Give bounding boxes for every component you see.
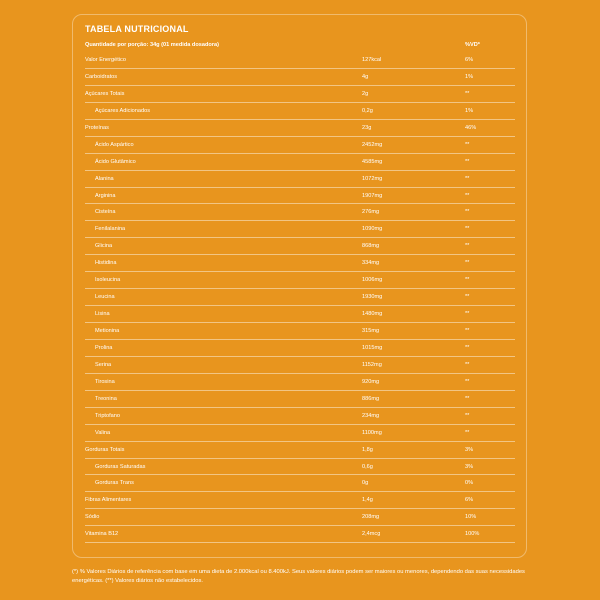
table-row [85, 475, 515, 492]
table-row [85, 306, 515, 323]
table-row [85, 425, 515, 442]
nutrient-vd: 10% [465, 514, 477, 521]
nutrient-vd: 100% [465, 531, 480, 538]
nutrient-name: Gorduras Trans [95, 480, 134, 487]
nutrient-name: Alanina [95, 175, 114, 182]
table-row [85, 52, 515, 69]
nutrient-amount: 0g [362, 480, 369, 487]
nutrient-name: Isoleucina [95, 277, 121, 284]
nutrient-name: Valor Energético [85, 57, 126, 63]
nutrient-name: Fenilalanina [95, 226, 126, 233]
nutrient-name: Açúcares Adicionados [95, 107, 151, 114]
nutrient-amount: 276mg [362, 209, 380, 216]
nutrient-amount: 23g [362, 124, 372, 131]
table-row [85, 154, 515, 171]
nutrient-vd: ** [465, 328, 470, 334]
nutrient-amount: 315mg [362, 328, 380, 334]
nutrient-vd: ** [465, 260, 470, 267]
nutrient-name: Cisteína [95, 209, 116, 216]
vd-header: %VD* [465, 42, 480, 48]
nutrient-amount: 0,2g [362, 107, 373, 114]
nutrient-amount: 1100mg [362, 429, 382, 436]
nutrient-name: Açúcares Totais [85, 90, 125, 97]
nutrient-vd: ** [465, 378, 470, 385]
nutrient-name: Valina [95, 429, 111, 436]
nutrient-name: Gorduras Totais [85, 446, 125, 453]
nutrient-vd: ** [465, 311, 470, 318]
nutrient-amount: 868mg [362, 243, 380, 250]
nutrient-amount: 0,6g [362, 463, 373, 470]
table-row [85, 221, 515, 238]
table-row [85, 204, 515, 221]
nutrient-vd: ** [465, 226, 470, 233]
nutrient-name: Fibras Alimentares [85, 497, 132, 504]
nutrient-name: Ácido Aspártico [95, 141, 134, 148]
nutrient-name: Treonina [95, 395, 117, 402]
table-row [85, 86, 515, 103]
nutrient-amount: 1480mg [362, 311, 383, 318]
nutrient-name: Serina [95, 361, 112, 368]
nutrient-vd: ** [465, 192, 470, 199]
nutrient-name: Proteínas [85, 124, 109, 131]
nutrient-name: Arginina [95, 192, 116, 199]
nutrient-vd: ** [465, 158, 470, 165]
table-row [85, 238, 515, 255]
table-row [85, 391, 515, 408]
nutrient-vd: ** [465, 361, 470, 368]
nutrient-vd: ** [465, 395, 470, 402]
table-row [85, 255, 515, 272]
nutrient-name: Carboidratos [85, 73, 118, 80]
table-row [85, 120, 515, 137]
table-row [85, 171, 515, 188]
nutrient-name: Vitamina B12 [85, 531, 119, 538]
nutrient-amount: 4g [362, 73, 369, 80]
nutrition-rows [85, 52, 515, 543]
nutrient-amount: 127kcal [362, 57, 382, 63]
nutrient-amount: 1930mg [362, 294, 383, 301]
nutrient-vd: 3% [465, 463, 474, 470]
nutrient-amount: 1006mg [362, 277, 383, 284]
table-row [85, 69, 515, 86]
table-row [85, 103, 515, 120]
nutrient-amount: 1152mg [362, 361, 382, 368]
table-title: TABELA NUTRICIONAL [85, 24, 189, 34]
table-row [85, 374, 515, 391]
nutrient-name: Metionina [95, 328, 120, 334]
nutrient-vd: ** [465, 175, 470, 182]
nutrient-vd: ** [465, 141, 470, 148]
nutrient-amount: 1907mg [362, 192, 383, 199]
nutrient-amount: 334mg [362, 260, 380, 267]
table-row [85, 357, 515, 374]
table-row [85, 442, 515, 459]
nutrient-amount: 234mg [362, 412, 380, 419]
nutrient-amount: 2452mg [362, 141, 383, 148]
footnote: (*) % Valores Diários de referência com base em uma dieta de 2.000kcal ou 8.400kJ. Seus valores diários podem ser maiores ou menores, dependendo das suas necessidades energéticas. (**) Valores diários não estabelecidos. [72, 569, 525, 584]
table-row [85, 509, 515, 526]
nutrient-vd: 1% [465, 107, 474, 114]
table-row [85, 289, 515, 306]
table-row [85, 188, 515, 205]
nutrient-amount: 4585mg [362, 158, 383, 165]
nutrient-vd: 6% [465, 497, 474, 504]
table-row [85, 340, 515, 357]
table-row [85, 492, 515, 509]
nutrient-name: Histidina [95, 260, 117, 267]
nutrient-amount: 1,4g [362, 497, 373, 504]
nutrient-amount: 208mg [362, 514, 380, 521]
nutrient-amount: 920mg [362, 378, 380, 385]
nutrient-vd: ** [465, 294, 470, 301]
nutrient-vd: 6% [465, 57, 474, 63]
nutrient-amount: 886mg [362, 395, 380, 402]
nutrient-vd: ** [465, 209, 470, 216]
nutrient-amount: 2,4mcg [362, 531, 381, 538]
nutrient-name: Triptofano [95, 412, 120, 419]
nutrient-name: Glicina [95, 243, 113, 250]
nutrient-amount: 1015mg [362, 344, 383, 351]
table-row [85, 323, 515, 340]
serving-size: Quantidade por porção: 34g (01 medida dosadora) [85, 42, 219, 48]
table-row [85, 459, 515, 476]
nutrient-vd: ** [465, 277, 470, 284]
nutrient-name: Prolina [95, 344, 113, 351]
nutrient-vd: ** [465, 243, 470, 250]
nutrient-name: Ácido Glutâmico [95, 158, 136, 165]
nutrient-name: Tirosina [95, 378, 115, 385]
nutrient-vd: 1% [465, 73, 474, 80]
table-row [85, 408, 515, 425]
nutrient-vd: ** [465, 90, 470, 97]
table-row [85, 272, 515, 289]
table-row [85, 137, 515, 154]
nutrient-vd: 46% [465, 124, 477, 131]
nutrient-amount: 1,8g [362, 446, 373, 453]
nutrient-vd: ** [465, 344, 470, 351]
nutrient-amount: 2g [362, 90, 369, 97]
nutrient-vd: ** [465, 429, 470, 436]
nutrient-vd: ** [465, 412, 470, 419]
nutrient-name: Sódio [85, 514, 100, 521]
nutrient-name: Leucina [95, 294, 115, 301]
nutrient-name: Gorduras Saturadas [95, 463, 146, 470]
table-row [85, 526, 515, 543]
nutrient-amount: 1090mg [362, 226, 383, 233]
nutrient-name: Lisina [95, 311, 110, 318]
nutrient-amount: 1072mg [362, 175, 383, 182]
nutrient-vd: 3% [465, 446, 474, 453]
nutrient-vd: 0% [465, 480, 474, 487]
